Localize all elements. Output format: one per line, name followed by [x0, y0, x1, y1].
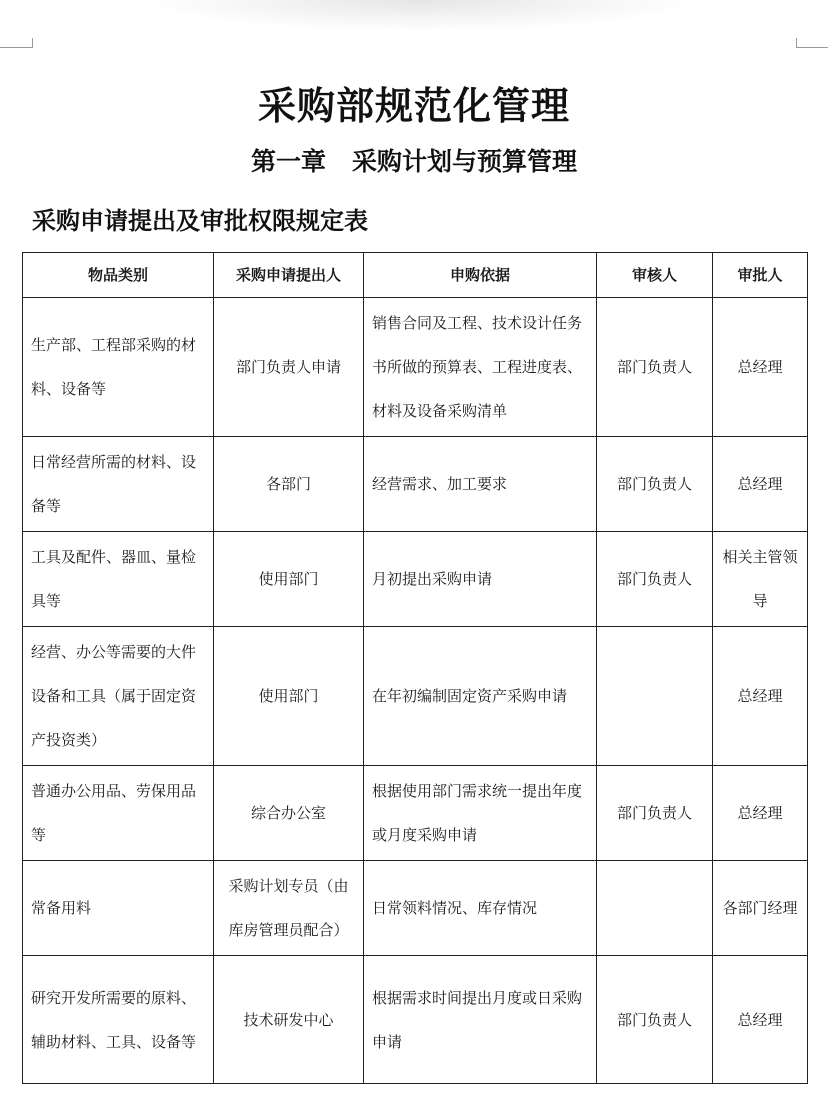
- cell-approver: 总经理: [713, 437, 808, 532]
- cell-applicant: 综合办公室: [214, 766, 364, 861]
- cell-applicant: 部门负责人申请: [214, 298, 364, 437]
- chapter-heading: 第一章 采购计划与预算管理: [250, 147, 578, 176]
- cell-reviewer: 部门负责人: [597, 956, 713, 1084]
- cell-category: 日常经营所需的材料、设备等: [23, 437, 214, 532]
- cell-applicant: 各部门: [214, 437, 364, 532]
- crop-mark-right: [796, 38, 828, 48]
- cell-basis: 根据需求时间提出月度或日采购申请: [364, 956, 597, 1084]
- cell-category: 生产部、工程部采购的材料、设备等: [23, 298, 214, 437]
- cell-approver: 总经理: [713, 298, 808, 437]
- cell-applicant: 使用部门: [214, 627, 364, 766]
- cell-category: 经营、办公等需要的大件设备和工具（属于固定资产投资类）: [23, 627, 214, 766]
- cell-approver: 相关主管领导: [713, 532, 808, 627]
- cell-basis: 销售合同及工程、技术设计任务书所做的预算表、工程进度表、材料及设备采购清单: [364, 298, 597, 437]
- cell-reviewer: 部门负责人: [597, 437, 713, 532]
- table-header-row: [23, 253, 808, 298]
- table-row: [23, 861, 808, 956]
- cell-basis: 日常领料情况、库存情况: [364, 861, 597, 956]
- header-category: 物品类别: [23, 253, 214, 298]
- cell-reviewer: 部门负责人: [597, 766, 713, 861]
- cell-applicant: 使用部门: [214, 532, 364, 627]
- cell-category: 工具及配件、器皿、量检具等: [23, 532, 214, 627]
- crop-mark-left: [0, 38, 33, 48]
- cell-reviewer: 部门负责人: [597, 532, 713, 627]
- cell-category: 常备用料: [23, 861, 214, 956]
- table-row: [23, 298, 808, 437]
- cell-applicant: 技术研发中心: [214, 956, 364, 1084]
- header-reviewer: 审核人: [597, 253, 713, 298]
- table-title: 采购申请提出及审批权限规定表: [32, 206, 368, 235]
- header-approver: 审批人: [713, 253, 808, 298]
- cell-category: 普通办公用品、劳保用品等: [23, 766, 214, 861]
- header-basis: 申购依据: [364, 253, 597, 298]
- cell-basis: 在年初编制固定资产采购申请: [364, 627, 597, 766]
- table-row: [23, 532, 808, 627]
- document-title: 采购部规范化管理: [257, 83, 570, 129]
- cell-category: 研究开发所需要的原料、辅助材料、工具、设备等: [23, 956, 214, 1084]
- cell-approver: 各部门经理: [713, 861, 808, 956]
- cell-reviewer: [597, 627, 713, 766]
- cell-basis: 根据使用部门需求统一提出年度或月度采购申请: [364, 766, 597, 861]
- cell-basis: 经营需求、加工要求: [364, 437, 597, 532]
- cell-approver: 总经理: [713, 766, 808, 861]
- cell-reviewer: [597, 861, 713, 956]
- cell-approver: 总经理: [713, 627, 808, 766]
- cell-applicant: 采购计划专员（由库房管理员配合）: [214, 861, 364, 956]
- table-row: [23, 766, 808, 861]
- cell-basis: 月初提出采购申请: [364, 532, 597, 627]
- cell-approver: 总经理: [713, 956, 808, 1084]
- page-top-shadow: [160, 0, 680, 30]
- table-row: [23, 437, 808, 532]
- header-applicant: 采购申请提出人: [214, 253, 364, 298]
- approval-authority-table: [22, 252, 808, 1084]
- table-row: [23, 956, 808, 1084]
- table-row: [23, 627, 808, 766]
- cell-reviewer: 部门负责人: [597, 298, 713, 437]
